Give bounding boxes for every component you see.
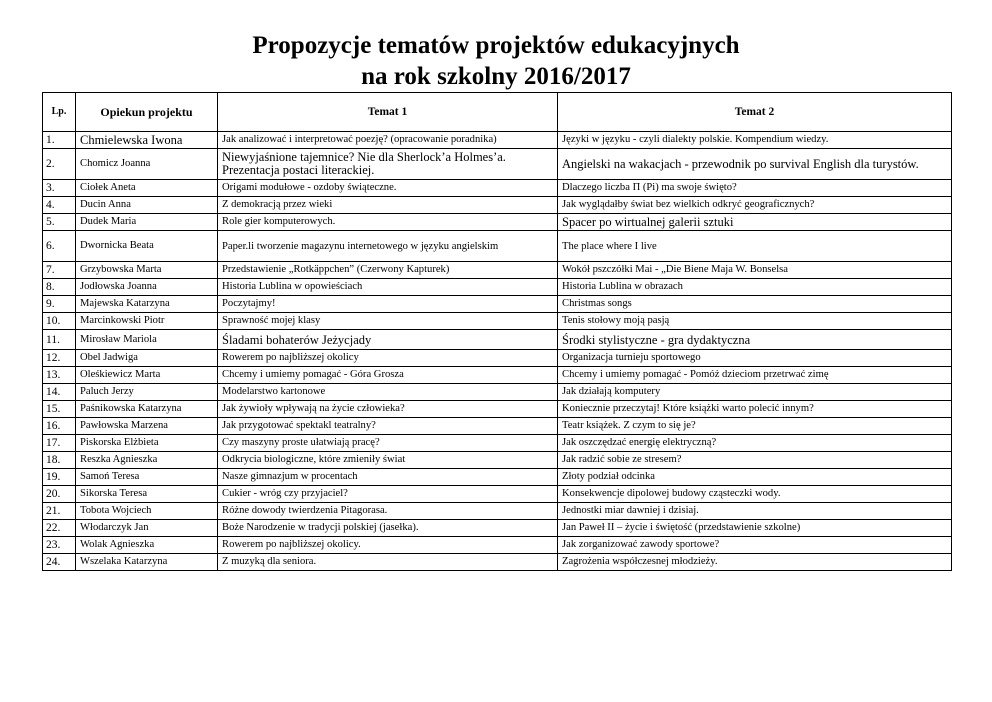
cell-opiekun: Obel Jadwiga [76, 350, 218, 367]
cell-temat-1: Origami modułowe - ozdoby świąteczne. [218, 180, 558, 197]
cell-lp: 15. [43, 401, 76, 418]
cell-temat-2: Angielski na wakacjach - przewodnik po survival English dla turystów. [558, 149, 952, 180]
cell-temat-2: Jednostki miar dawniej i dzisiaj. [558, 503, 952, 520]
table-row [43, 149, 952, 180]
cell-lp: 19. [43, 469, 76, 486]
cell-temat-2: Zagrożenia współczesnej młodzieży. [558, 554, 952, 571]
cell-opiekun: Samoń Teresa [76, 469, 218, 486]
table-row [43, 503, 952, 520]
cell-lp: 18. [43, 452, 76, 469]
cell-temat-1: Jak analizować i interpretować poezję? (opracowanie poradnika) [218, 132, 558, 149]
table-row [43, 469, 952, 486]
cell-temat-1: Historia Lublina w opowieściach [218, 279, 558, 296]
cell-lp: 11. [43, 330, 76, 350]
cell-lp: 13. [43, 367, 76, 384]
table-row [43, 486, 952, 503]
cell-opiekun: Dudek Maria [76, 214, 218, 231]
cell-opiekun: Pawłowska Marzena [76, 418, 218, 435]
projects-table [42, 92, 952, 571]
cell-temat-2: Historia Lublina w obrazach [558, 279, 952, 296]
table-row [43, 214, 952, 231]
cell-opiekun: Tobota Wojciech [76, 503, 218, 520]
cell-lp: 2. [43, 149, 76, 180]
table-row [43, 384, 952, 401]
cell-lp: 24. [43, 554, 76, 571]
cell-temat-1: Poczytajmy! [218, 296, 558, 313]
cell-opiekun: Ducin Anna [76, 197, 218, 214]
cell-temat-1: Różne dowody twierdzenia Pitagorasa. [218, 503, 558, 520]
table-row [43, 197, 952, 214]
cell-temat-1: Sprawność mojej klasy [218, 313, 558, 330]
cell-temat-1: Chcemy i umiemy pomagać - Góra Grosza [218, 367, 558, 384]
title-line-1: Propozycje tematów projektów edukacyjnych [252, 32, 740, 59]
cell-opiekun: Wszelaka Katarzyna [76, 554, 218, 571]
cell-temat-1: Rowerem po najbliższej okolicy [218, 350, 558, 367]
cell-lp: 5. [43, 214, 76, 231]
cell-temat-1: Modelarstwo kartonowe [218, 384, 558, 401]
cell-opiekun: Chomicz Joanna [76, 149, 218, 180]
header-opiekun: Opiekun projektu [76, 93, 218, 132]
cell-temat-1: Niewyjaśnione tajemnice? Nie dla Sherlock’a Holmes’a. Prezentacja postaci literackiej. [218, 149, 558, 180]
cell-lp: 21. [43, 503, 76, 520]
cell-temat-2: The place where I live [558, 231, 952, 262]
cell-lp: 9. [43, 296, 76, 313]
cell-temat-2: Jak zorganizować zawody sportowe? [558, 537, 952, 554]
cell-temat-1: Przedstawienie „Rotkäppchen” (Czerwony Kapturek) [218, 262, 558, 279]
table-row [43, 418, 952, 435]
cell-lp: 7. [43, 262, 76, 279]
table-row [43, 537, 952, 554]
cell-temat-2: Chcemy i umiemy pomagać - Pomóż dzieciom przetrwać zimę [558, 367, 952, 384]
cell-temat-2: Christmas songs [558, 296, 952, 313]
cell-temat-1: Odkrycia biologiczne, które zmieniły świat [218, 452, 558, 469]
table-row [43, 520, 952, 537]
cell-temat-2: Dlaczego liczba Π (Pi) ma swoje święto? [558, 180, 952, 197]
cell-temat-1: Śladami bohaterów Jeżycjady [218, 330, 558, 350]
table-row [43, 401, 952, 418]
cell-lp: 23. [43, 537, 76, 554]
table-row [43, 350, 952, 367]
cell-temat-1: Role gier komputerowych. [218, 214, 558, 231]
cell-temat-2: Języki w języku - czyli dialekty polskie. Kompendium wiedzy. [558, 132, 952, 149]
cell-opiekun: Piskorska Elżbieta [76, 435, 218, 452]
table-row [43, 132, 952, 149]
cell-temat-2: Jak radzić sobie ze stresem? [558, 452, 952, 469]
cell-temat-2: Jak oszczędzać energię elektryczną? [558, 435, 952, 452]
table-body [43, 132, 952, 571]
table-row [43, 554, 952, 571]
cell-opiekun: Paluch Jerzy [76, 384, 218, 401]
cell-temat-2: Środki stylistyczne - gra dydaktyczna [558, 330, 952, 350]
cell-temat-2: Wokół pszczółki Mai - „Die Biene Maja W. Bonselsa [558, 262, 952, 279]
cell-opiekun: Paśnikowska Katarzyna [76, 401, 218, 418]
table-row [43, 180, 952, 197]
cell-lp: 10. [43, 313, 76, 330]
header-temat-1: Temat 1 [218, 93, 558, 132]
table-row [43, 330, 952, 350]
cell-temat-2: Jak działają komputery [558, 384, 952, 401]
cell-temat-1: Z muzyką dla seniora. [218, 554, 558, 571]
cell-temat-2: Koniecznie przeczytaj! Które książki warto polecić innym? [558, 401, 952, 418]
header-row [43, 93, 952, 132]
cell-lp: 8. [43, 279, 76, 296]
cell-lp: 3. [43, 180, 76, 197]
cell-opiekun: Grzybowska Marta [76, 262, 218, 279]
table-row [43, 435, 952, 452]
cell-opiekun: Jodłowska Joanna [76, 279, 218, 296]
table-row [43, 296, 952, 313]
cell-lp: 14. [43, 384, 76, 401]
table-row [43, 279, 952, 296]
cell-opiekun: Wolak Agnieszka [76, 537, 218, 554]
title-line-2: na rok szkolny 2016/2017 [361, 63, 631, 90]
cell-lp: 17. [43, 435, 76, 452]
cell-opiekun: Majewska Katarzyna [76, 296, 218, 313]
cell-temat-1: Nasze gimnazjum w procentach [218, 469, 558, 486]
table-row [43, 452, 952, 469]
cell-opiekun: Reszka Agnieszka [76, 452, 218, 469]
cell-temat-1: Z demokracją przez wieki [218, 197, 558, 214]
cell-temat-2: Jan Paweł II – życie i świętość (przedstawienie szkolne) [558, 520, 952, 537]
cell-temat-2: Konsekwencje dipolowej budowy cząsteczki wody. [558, 486, 952, 503]
cell-opiekun: Sikorska Teresa [76, 486, 218, 503]
document-title [0, 30, 992, 92]
cell-temat-1: Jak przygotować spektakl teatralny? [218, 418, 558, 435]
cell-opiekun: Oleśkiewicz Marta [76, 367, 218, 384]
cell-lp: 12. [43, 350, 76, 367]
table-row [43, 367, 952, 384]
cell-opiekun: Ciołek Aneta [76, 180, 218, 197]
cell-opiekun: Włodarczyk Jan [76, 520, 218, 537]
cell-temat-2: Teatr książek. Z czym to się je? [558, 418, 952, 435]
cell-lp: 16. [43, 418, 76, 435]
cell-temat-1: Czy maszyny proste ułatwiają pracę? [218, 435, 558, 452]
table-row [43, 231, 952, 262]
cell-lp: 22. [43, 520, 76, 537]
cell-temat-2: Tenis stołowy moją pasją [558, 313, 952, 330]
cell-lp: 6. [43, 231, 76, 262]
header-lp: Lp. [43, 93, 76, 132]
cell-lp: 1. [43, 132, 76, 149]
table-row [43, 262, 952, 279]
cell-temat-2: Organizacja turnieju sportowego [558, 350, 952, 367]
cell-opiekun: Marcinkowski Piotr [76, 313, 218, 330]
cell-opiekun: Dwornicka Beata [76, 231, 218, 262]
cell-temat-1: Cukier - wróg czy przyjaciel? [218, 486, 558, 503]
cell-temat-1: Rowerem po najbliższej okolicy. [218, 537, 558, 554]
cell-opiekun: Chmielewska Iwona [76, 132, 218, 149]
cell-temat-1: Jak żywioły wpływają na życie człowieka? [218, 401, 558, 418]
cell-temat-1: Boże Narodzenie w tradycji polskiej (jasełka). [218, 520, 558, 537]
cell-temat-2: Jak wyglądałby świat bez wielkich odkryć geograficznych? [558, 197, 952, 214]
table-row [43, 313, 952, 330]
cell-opiekun: Mirosław Mariola [76, 330, 218, 350]
header-temat-2: Temat 2 [558, 93, 952, 132]
cell-temat-1: Paper.li tworzenie magazynu internetowego w języku angielskim [218, 231, 558, 262]
cell-lp: 20. [43, 486, 76, 503]
cell-lp: 4. [43, 197, 76, 214]
cell-temat-2: Złoty podział odcinka [558, 469, 952, 486]
cell-temat-2: Spacer po wirtualnej galerii sztuki [558, 214, 952, 231]
